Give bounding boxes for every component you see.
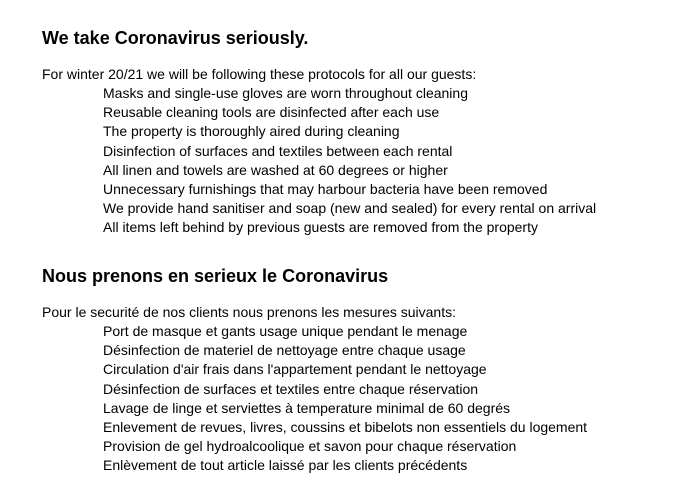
french-intro: Pour le securité de nos clients nous prenons les mesures suivants: xyxy=(42,304,456,320)
english-protocol-list xyxy=(42,84,682,238)
english-heading: We take Coronavirus seriously. xyxy=(42,28,309,48)
french-protocol-item: Désinfection de surfaces et textiles entre chaque réservation xyxy=(103,380,479,397)
french-section xyxy=(42,265,682,476)
french-protocol-item: Circulation d'air frais dans l'appartement pendant le nettoyage xyxy=(103,361,487,378)
english-protocol-item: All items left behind by previous guests are removed from the property xyxy=(103,219,538,236)
english-protocol-item: Unnecessary furnishings that may harbour bacteria have been removed xyxy=(103,181,548,198)
french-protocol-item: Lavage de linge et serviettes à temperature minimal de 60 degrés xyxy=(103,399,511,416)
french-protocol-item: Enlèvement de tout article laissé par les clients précédents xyxy=(103,457,468,474)
english-protocol-item: Reusable cleaning tools are disinfected after each use xyxy=(103,104,440,121)
english-protocol-item: Disinfection of surfaces and textiles between each rental xyxy=(103,142,453,159)
english-intro: For winter 20/21 we will be following these protocols for all our guests: xyxy=(42,66,477,82)
french-protocol-item: Port de masque et gants usage unique pendant le menage xyxy=(103,323,468,339)
french-protocol-item: Provision de gel hydroalcoolique et savon pour chaque réservation xyxy=(103,438,517,455)
french-protocol-item: Enlevement de revues, livres, coussins et bibelots non essentiels du logement xyxy=(103,419,588,436)
french-protocol-item: Désinfection de materiel de nettoyage entre chaque usage xyxy=(103,342,466,359)
english-protocol-item: We provide hand sanitiser and soap (new and sealed) for every rental on arrival xyxy=(103,200,597,217)
french-heading: Nous prenons en serieux le Coronavirus xyxy=(42,266,389,286)
english-protocol-item: All linen and towels are washed at 60 degrees or higher xyxy=(103,161,448,178)
english-protocol-item: The property is thoroughly aired during cleaning xyxy=(103,123,400,140)
english-protocol-item: Masks and single-use gloves are worn throughout cleaning xyxy=(103,85,468,101)
english-section xyxy=(42,27,682,238)
french-protocol-list xyxy=(42,322,682,476)
